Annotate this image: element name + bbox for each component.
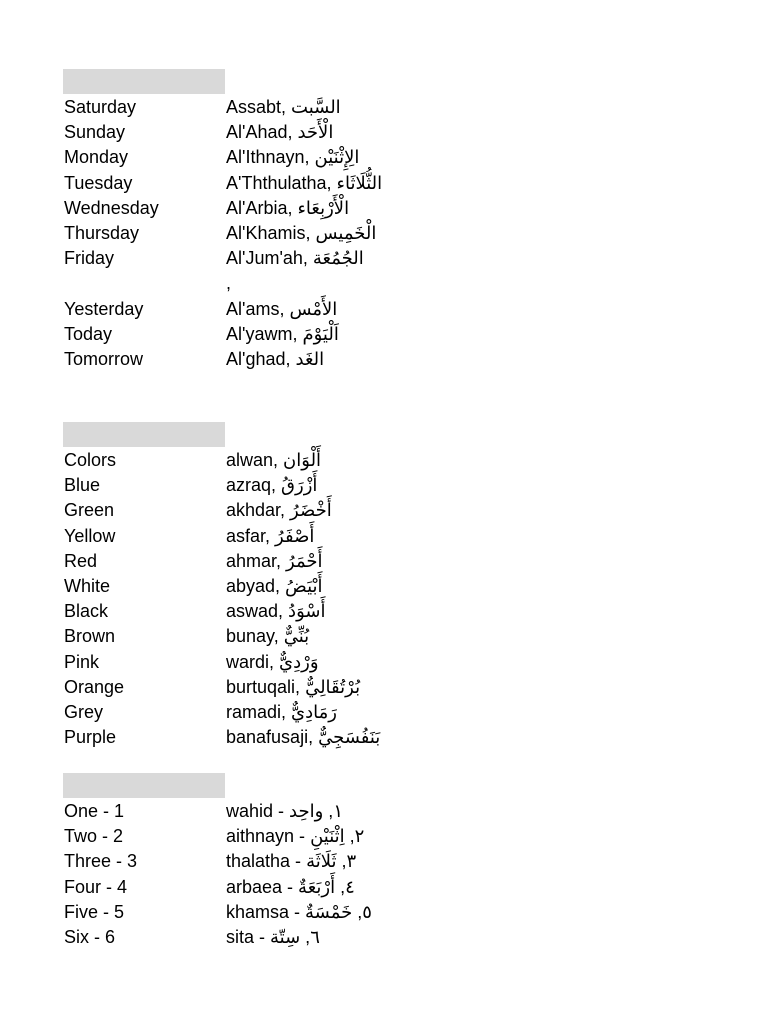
list-row <box>63 271 463 296</box>
english-term: Black <box>64 601 109 622</box>
list-row <box>63 524 463 549</box>
list-row <box>63 875 463 900</box>
colors-list <box>63 448 463 750</box>
list-row <box>63 925 463 950</box>
section-header-bar <box>63 773 225 798</box>
list-row <box>63 322 463 347</box>
english-term: Monday <box>64 147 129 168</box>
arabic-translation: akhdar, أَخْضَرُ <box>226 500 332 521</box>
arabic-translation: wahid - ١, واحِد <box>226 801 343 821</box>
arabic-translation: Al'Arbia, الْأَرْبِعَاء <box>226 197 350 218</box>
list-row <box>63 549 463 574</box>
arabic-translation: wardi, وَرْدِيٌّ <box>226 651 319 672</box>
list-row <box>63 120 463 145</box>
list-row <box>63 221 463 246</box>
english-term: Thursday <box>64 222 140 243</box>
colors-section <box>63 422 463 750</box>
english-term: Colors <box>64 450 117 470</box>
list-row <box>63 725 463 750</box>
list-row <box>63 824 463 849</box>
arabic-translation: aswad, أَسْوَدُ <box>226 601 326 622</box>
english-term: Saturday <box>64 97 137 117</box>
arabic-translation: ramadi, رَمَادِيٌّ <box>226 701 337 722</box>
list-row <box>63 498 463 523</box>
english-term: Pink <box>64 651 100 672</box>
english-term: Today <box>64 323 113 344</box>
list-row <box>63 900 463 925</box>
arabic-translation: A'Ththulatha, الثُّلَاثَاء <box>226 172 383 193</box>
arabic-translation: Al'Khamis, الْخَمِيس <box>226 222 377 243</box>
arabic-translation: khamsa - ٥, خَمْسَةٌ <box>226 901 372 922</box>
days-list <box>63 95 463 372</box>
list-row <box>63 347 463 372</box>
list-row <box>63 171 463 196</box>
list-row <box>63 624 463 649</box>
numbers-section <box>63 773 463 950</box>
days-section <box>63 69 463 372</box>
list-row <box>63 448 463 473</box>
arabic-translation: asfar, أَصْفَرُ <box>226 525 315 546</box>
english-term: Brown <box>64 626 116 647</box>
arabic-translation: ahmar, أَحْمَرُ <box>226 550 323 571</box>
list-row <box>63 473 463 498</box>
arabic-translation: , <box>226 273 232 294</box>
english-term: Red <box>64 550 98 571</box>
list-row <box>63 675 463 700</box>
english-term: Orange <box>64 676 125 697</box>
english-term: Yellow <box>64 525 116 546</box>
numbers-list <box>63 799 463 950</box>
english-term: Two - 2 <box>64 826 124 847</box>
english-term: One - 1 <box>64 801 125 821</box>
english-term: Wednesday <box>64 197 159 218</box>
arabic-translation: banafusaji, بَنَفُسَجِيٌّ <box>226 727 381 748</box>
arabic-translation: Al'yawm, اَلْيَوْمَ <box>226 323 339 344</box>
english-term: Yesterday <box>64 298 144 319</box>
list-row <box>63 196 463 221</box>
english-term: Three - 3 <box>64 851 138 872</box>
list-row <box>63 574 463 599</box>
list-row <box>63 849 463 874</box>
arabic-translation: thalatha - ٣, ثَلَاثَة <box>226 851 357 872</box>
arabic-translation: aithnayn - ٢, اِثْنَيْنِ <box>226 826 365 847</box>
arabic-translation: Assabt, السَّبت <box>226 97 341 117</box>
arabic-translation: bunay, بُنِّيٌّ <box>226 626 310 647</box>
english-term: Grey <box>64 701 104 722</box>
english-term: Six - 6 <box>64 926 116 947</box>
english-term: Blue <box>64 475 101 496</box>
arabic-translation: Al'Ithnayn, الِإِثْنَيْن <box>226 147 360 168</box>
arabic-translation: abyad, أَبْيَضُ <box>226 575 323 596</box>
arabic-translation: alwan, أَلْوَان <box>226 450 322 470</box>
arabic-translation: Al'Jum'ah, الجُمُعَة <box>226 248 364 269</box>
english-term: Purple <box>64 727 117 748</box>
list-row <box>63 599 463 624</box>
arabic-translation: arbaea - ٤, أَرْبَعَةٌ <box>226 876 355 897</box>
arabic-translation: Al'Ahad, الْأَحَد <box>226 122 334 143</box>
english-term: Five - 5 <box>64 901 125 922</box>
arabic-translation: burtuqali, بُرْتُقَالِيٌّ <box>226 676 361 697</box>
arabic-translation: Al'ghad, الغَد <box>226 348 325 369</box>
english-term: Friday <box>64 248 115 269</box>
arabic-translation: sita - ٦, سِتّة <box>226 926 320 947</box>
list-row <box>63 650 463 675</box>
section-header-bar <box>63 422 225 447</box>
list-row <box>63 145 463 170</box>
list-row <box>63 700 463 725</box>
list-row <box>63 799 463 824</box>
list-row <box>63 297 463 322</box>
list-row <box>63 246 463 271</box>
list-row <box>63 95 463 120</box>
english-term: White <box>64 575 111 596</box>
english-term <box>63 271 225 296</box>
english-term: Tomorrow <box>64 348 144 369</box>
arabic-translation: azraq, أَزْرَقُ <box>226 475 318 496</box>
arabic-translation: Al'ams, الأَمْس <box>226 298 338 319</box>
english-term: Four - 4 <box>64 876 128 897</box>
english-term: Tuesday <box>64 172 133 193</box>
english-term: Green <box>64 500 115 521</box>
english-term: Sunday <box>64 122 126 143</box>
section-header-bar <box>63 69 225 94</box>
